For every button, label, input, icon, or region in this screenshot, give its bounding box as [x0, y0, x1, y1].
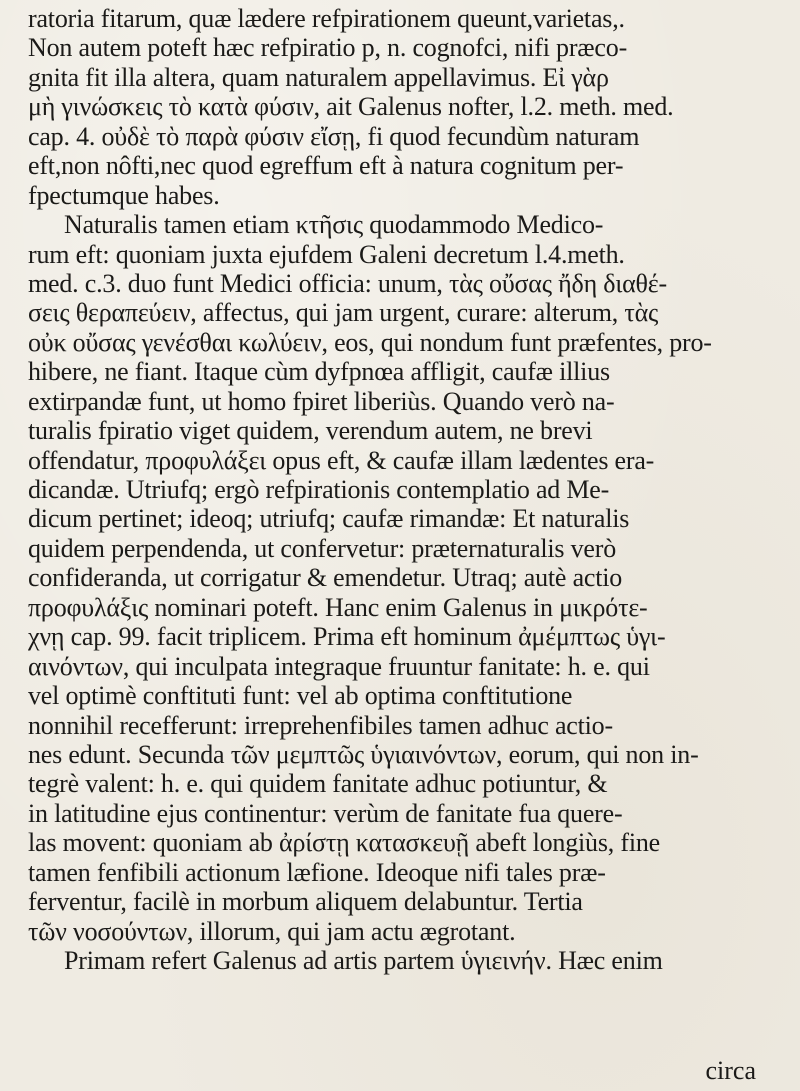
text-line: eft,non nôfti,nec quod egreffum eft à natura cognitum per- — [28, 151, 624, 181]
text-line: las movent: quoniam ab ἀρίστῃ κατασκευῇ abeft longiùs, fine — [28, 828, 660, 858]
text-line: προφυλάξις nominari poteft. Hanc enim Galenus in μικρότε- — [28, 592, 648, 622]
text-line: οὐκ οὔσας γενέσθαι κωλύειν, eos, qui nondum funt præfentes, pro- — [28, 327, 712, 357]
text-line: Naturalis tamen etiam κτῆσις quodammodo Medico- — [64, 210, 604, 240]
text-line: ferventur, facilè in morbum aliquem delabuntur. Tertia — [28, 887, 583, 917]
text-line: fpectumque habes. — [28, 180, 220, 210]
text-line: vel optimè conftituti funt: vel ab optima conftitutione — [28, 681, 573, 711]
text-line: αινόντων, qui inculpata integraque fruuntur fanitate: h. e. qui — [28, 651, 650, 681]
text-line: Primam refert Galenus ad artis partem ὑγιεινήν. Hæc enim — [64, 946, 663, 975]
text-line: quidem perpendenda, ut confervetur: præternaturalis verò — [28, 533, 617, 563]
text-line: χνῃ cap. 99. facit triplicem. Prima eft hominum ἀμέμπτως ὑγι- — [28, 622, 666, 652]
text-line: gnita fit illa altera, quam naturalem appellavimus. Εἰ γὰρ — [28, 62, 609, 92]
catchword: circa — [705, 1056, 756, 1085]
text-line: hibere, ne fiant. Itaque cùm dyfpnœa affligit, caufæ illius — [28, 357, 610, 387]
body-text — [28, 4, 792, 975]
text-line: Non autem poteft hæc refpiratio p, n. cognofci, nifi præco- — [28, 33, 628, 63]
text-line: dicum pertinet; ideoq; utriufq; caufæ rimandæ: Et naturalis — [28, 504, 630, 534]
text-line: extirpandæ funt, ut homo fpiret liberiùs. Quando verò na- — [28, 386, 615, 416]
text-line: offendatur, προφυλάξει opus eft, & caufæ illam lædentes era- — [28, 445, 655, 475]
text-line: dicandæ. Utriufq; ergò refpirationis contemplatio ad Me- — [28, 475, 610, 504]
text-line: rum eft: quoniam juxta ejufdem Galeni decretum l.4.meth. — [28, 239, 625, 269]
text-line: tegrè valent: h. e. qui quidem fanitate adhuc potiuntur, & — [28, 769, 608, 799]
text-line: τῶν νοσούντων, illorum, qui jam actu ægrotant. — [28, 916, 516, 946]
text-line: med. c.3. duo funt Medici officia: unum, τὰς οὔσας ἤδη διαθέ- — [28, 268, 667, 298]
text-line: tamen fenfibili actionum læfione. Ideoque nifi tales præ- — [28, 857, 606, 887]
text-line: nes edunt. Secunda τῶν μεμπτῶς ὑγιαινόντων, eorum, qui non in- — [28, 739, 699, 769]
text-line: turalis fpiratio viget quidem, verendum autem, ne brevi — [28, 416, 593, 446]
text-line: in latitudine ejus continentur: verùm de fanitate fua quere- — [28, 798, 623, 828]
text-line: nonnihil recefferunt: irreprehenfibiles tamen adhuc actio- — [28, 710, 613, 740]
text-line: confideranda, ut corrigatur & emendetur. Utraq; autè actio — [28, 563, 623, 593]
text-line: μὴ γινώσκεις τὸ κατὰ φύσιν, ait Galenus nofter, l.2. meth. med. — [28, 92, 674, 122]
text-line: cap. 4. οὐδὲ τὸ παρὰ φύσιν εἴσῃ, fi quod fecundùm naturam — [28, 121, 640, 151]
text-line: σεις θεραπεύειν, affectus, qui jam urgent, curare: alterum, τὰς — [28, 298, 659, 328]
text-line: ratoria fitarum, quæ lædere refpirationem queunt,varietas,. — [28, 4, 625, 33]
